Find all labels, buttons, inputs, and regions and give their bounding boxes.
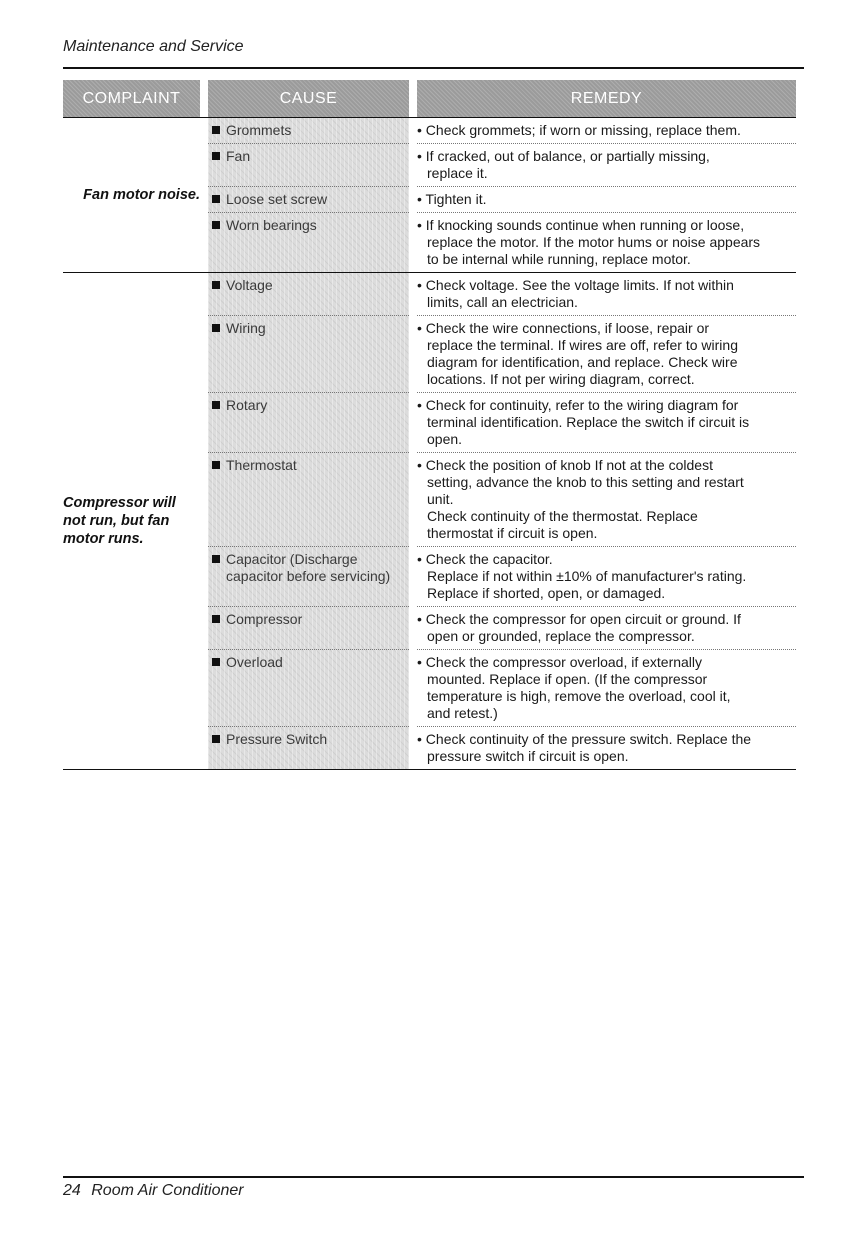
page-number: 24 — [63, 1182, 81, 1199]
remedy-cell — [417, 606, 796, 649]
square-bullet-icon — [212, 615, 220, 623]
cause-text: Compressor — [226, 611, 303, 627]
cause-text: Voltage — [226, 277, 273, 293]
column-gap — [409, 452, 417, 546]
table-row — [63, 546, 796, 606]
remedy-line: thermostat if circuit is open. — [427, 525, 598, 541]
table-row — [63, 143, 796, 186]
cause-text: Wiring — [226, 320, 266, 336]
cause-line — [212, 457, 409, 474]
footer-title: Room Air Conditioner — [91, 1182, 244, 1199]
cause-line — [212, 731, 409, 748]
remedy-line: • If knocking sounds continue when running or loose, — [417, 217, 745, 233]
remedy-cell — [417, 546, 796, 606]
remedy-line: replace the terminal. If wires are off, refer to wiring — [427, 337, 738, 353]
remedy-cell — [417, 212, 796, 272]
square-bullet-icon — [212, 221, 220, 229]
remedy-line: open or grounded, replace the compressor. — [427, 628, 695, 644]
remedy-line: • Tighten it. — [417, 191, 487, 207]
column-header-cause: CAUSE — [208, 80, 409, 117]
complaint-line: Fan motor noise. — [83, 187, 200, 203]
remedy-line: temperature is high, remove the overload, cool it, — [427, 688, 731, 704]
table-header-row — [63, 80, 796, 117]
complaint-spacer — [63, 273, 208, 315]
remedy-line: replace it. — [427, 165, 488, 181]
remedy-line: • Check for continuity, refer to the wiring diagram for — [417, 397, 739, 413]
cause-line — [212, 397, 409, 414]
remedy-cell — [417, 273, 796, 315]
remedy-line: terminal identification. Replace the switch if circuit is — [427, 414, 750, 430]
cause-cell — [208, 143, 409, 186]
cause-cell — [208, 649, 409, 726]
remedy-cell — [417, 118, 796, 143]
cause-cell — [208, 273, 409, 315]
remedy-line: • Check continuity of the pressure switch. Replace the — [417, 731, 752, 747]
remedy-cell — [417, 392, 796, 452]
cause-text: Overload — [226, 654, 283, 670]
cause-line — [212, 217, 409, 234]
column-gap — [409, 273, 417, 315]
remedy-line: • Check grommets; if worn or missing, replace them. — [417, 122, 741, 138]
remedy-line: • Check voltage. See the voltage limits. If not within — [417, 277, 734, 293]
complaint-spacer — [63, 212, 208, 272]
remedy-line: replace the motor. If the motor hums or noise appears — [427, 234, 761, 250]
complaint-spacer — [63, 315, 208, 392]
remedy-line: open. — [427, 431, 463, 447]
remedy-line: locations. If not per wiring diagram, correct. — [427, 371, 695, 387]
remedy-line: • Check the capacitor. — [417, 551, 553, 567]
complaint-spacer — [63, 606, 208, 649]
cause-cell — [208, 392, 409, 452]
remedy-line: Replace if not within ±10% of manufacturer's rating. — [427, 568, 747, 584]
remedy-line: setting, advance the knob to this setting and restart — [427, 474, 744, 490]
cause-text: Rotary — [226, 397, 268, 413]
table-row — [63, 649, 796, 726]
square-bullet-icon — [212, 401, 220, 409]
column-gap — [409, 315, 417, 392]
complaint-line: motor runs. — [63, 531, 144, 547]
complaint-spacer — [63, 452, 208, 546]
complaint-spacer — [63, 143, 208, 186]
remedy-line: Replace if shorted, open, or damaged. — [427, 585, 666, 601]
square-bullet-icon — [212, 735, 220, 743]
cause-text: Grommets — [226, 122, 292, 138]
column-gap — [409, 606, 417, 649]
table-body — [63, 117, 796, 770]
square-bullet-icon — [212, 324, 220, 332]
complaint-spacer — [63, 186, 208, 212]
table-row — [63, 315, 796, 392]
table-row — [63, 118, 796, 143]
complaint-line: Compressor will — [63, 495, 176, 511]
complaint-line: not run, but fan — [63, 513, 170, 529]
remedy-line: diagram for identification, and replace. Check wire — [427, 354, 738, 370]
table-row — [63, 212, 796, 272]
cause-text: Fan — [226, 148, 251, 164]
cause-cell — [208, 118, 409, 143]
complaint-spacer — [63, 649, 208, 726]
table-row — [63, 726, 796, 769]
page-footer — [63, 1176, 804, 1200]
cause-text: Loose set screw — [226, 191, 328, 207]
cause-cell — [208, 546, 409, 606]
column-gap — [409, 186, 417, 212]
remedy-line: • Check the compressor overload, if externally — [417, 654, 703, 670]
square-bullet-icon — [212, 658, 220, 666]
table-row — [63, 606, 796, 649]
remedy-line: unit. — [427, 491, 454, 507]
complaint-spacer — [63, 392, 208, 452]
table-row — [63, 452, 796, 546]
square-bullet-icon — [212, 152, 220, 160]
complaint-section — [63, 273, 796, 770]
cause-line — [212, 320, 409, 337]
remedy-line: pressure switch if circuit is open. — [427, 748, 629, 764]
column-header-complaint: COMPLAINT — [63, 80, 200, 117]
square-bullet-icon — [212, 281, 220, 289]
top-rule — [63, 67, 804, 69]
cause-cell — [208, 452, 409, 546]
remedy-line: limits, call an electrician. — [427, 294, 578, 310]
column-gap — [409, 118, 417, 143]
column-gap — [409, 649, 417, 726]
cause-cell — [208, 186, 409, 212]
remedy-line: • If cracked, out of balance, or partially missing, — [417, 148, 710, 164]
remedy-line: to be internal while running, replace motor. — [427, 251, 691, 267]
cause-text: Capacitor (Discharge — [226, 551, 358, 567]
remedy-cell — [417, 315, 796, 392]
table-row — [63, 273, 796, 315]
remedy-line: mounted. Replace if open. (If the compressor — [427, 671, 708, 687]
square-bullet-icon — [212, 195, 220, 203]
cause-line — [212, 277, 409, 294]
column-gap — [409, 392, 417, 452]
cause-line — [212, 191, 409, 208]
cause-cell — [208, 315, 409, 392]
remedy-line: • Check the position of knob If not at the coldest — [417, 457, 713, 473]
remedy-line: • Check the wire connections, if loose, repair or — [417, 320, 710, 336]
remedy-line: • Check the compressor for open circuit or ground. If — [417, 611, 741, 627]
remedy-line: and retest.) — [427, 705, 498, 721]
table-row — [63, 392, 796, 452]
complaint-section — [63, 118, 796, 273]
remedy-cell — [417, 186, 796, 212]
column-header-remedy: REMEDY — [417, 80, 796, 117]
square-bullet-icon — [212, 461, 220, 469]
square-bullet-icon — [212, 555, 220, 563]
column-gap — [409, 143, 417, 186]
column-gap — [409, 726, 417, 769]
square-bullet-icon — [212, 126, 220, 134]
column-gap — [409, 546, 417, 606]
remedy-line: Check continuity of the thermostat. Replace — [427, 508, 698, 524]
cause-line — [212, 122, 409, 139]
column-gap — [409, 212, 417, 272]
cause-line — [212, 654, 409, 671]
remedy-cell — [417, 143, 796, 186]
cause-line — [212, 568, 409, 585]
cause-line — [212, 551, 409, 568]
troubleshooting-table — [63, 80, 796, 770]
cause-cell — [208, 212, 409, 272]
complaint-spacer — [63, 546, 208, 606]
remedy-cell — [417, 726, 796, 769]
complaint-spacer — [63, 118, 208, 143]
cause-text: Pressure Switch — [226, 731, 328, 747]
remedy-cell — [417, 649, 796, 726]
cause-cell — [208, 726, 409, 769]
cause-text: Thermostat — [226, 457, 297, 473]
cause-text: capacitor before servicing) — [226, 568, 391, 584]
cause-text: Worn bearings — [226, 217, 317, 233]
remedy-cell — [417, 452, 796, 546]
complaint-spacer — [63, 726, 208, 769]
running-head: Maintenance and Service — [63, 38, 244, 55]
cause-line — [212, 611, 409, 628]
cause-cell — [208, 606, 409, 649]
table-row — [63, 186, 796, 212]
cause-line — [212, 148, 409, 165]
